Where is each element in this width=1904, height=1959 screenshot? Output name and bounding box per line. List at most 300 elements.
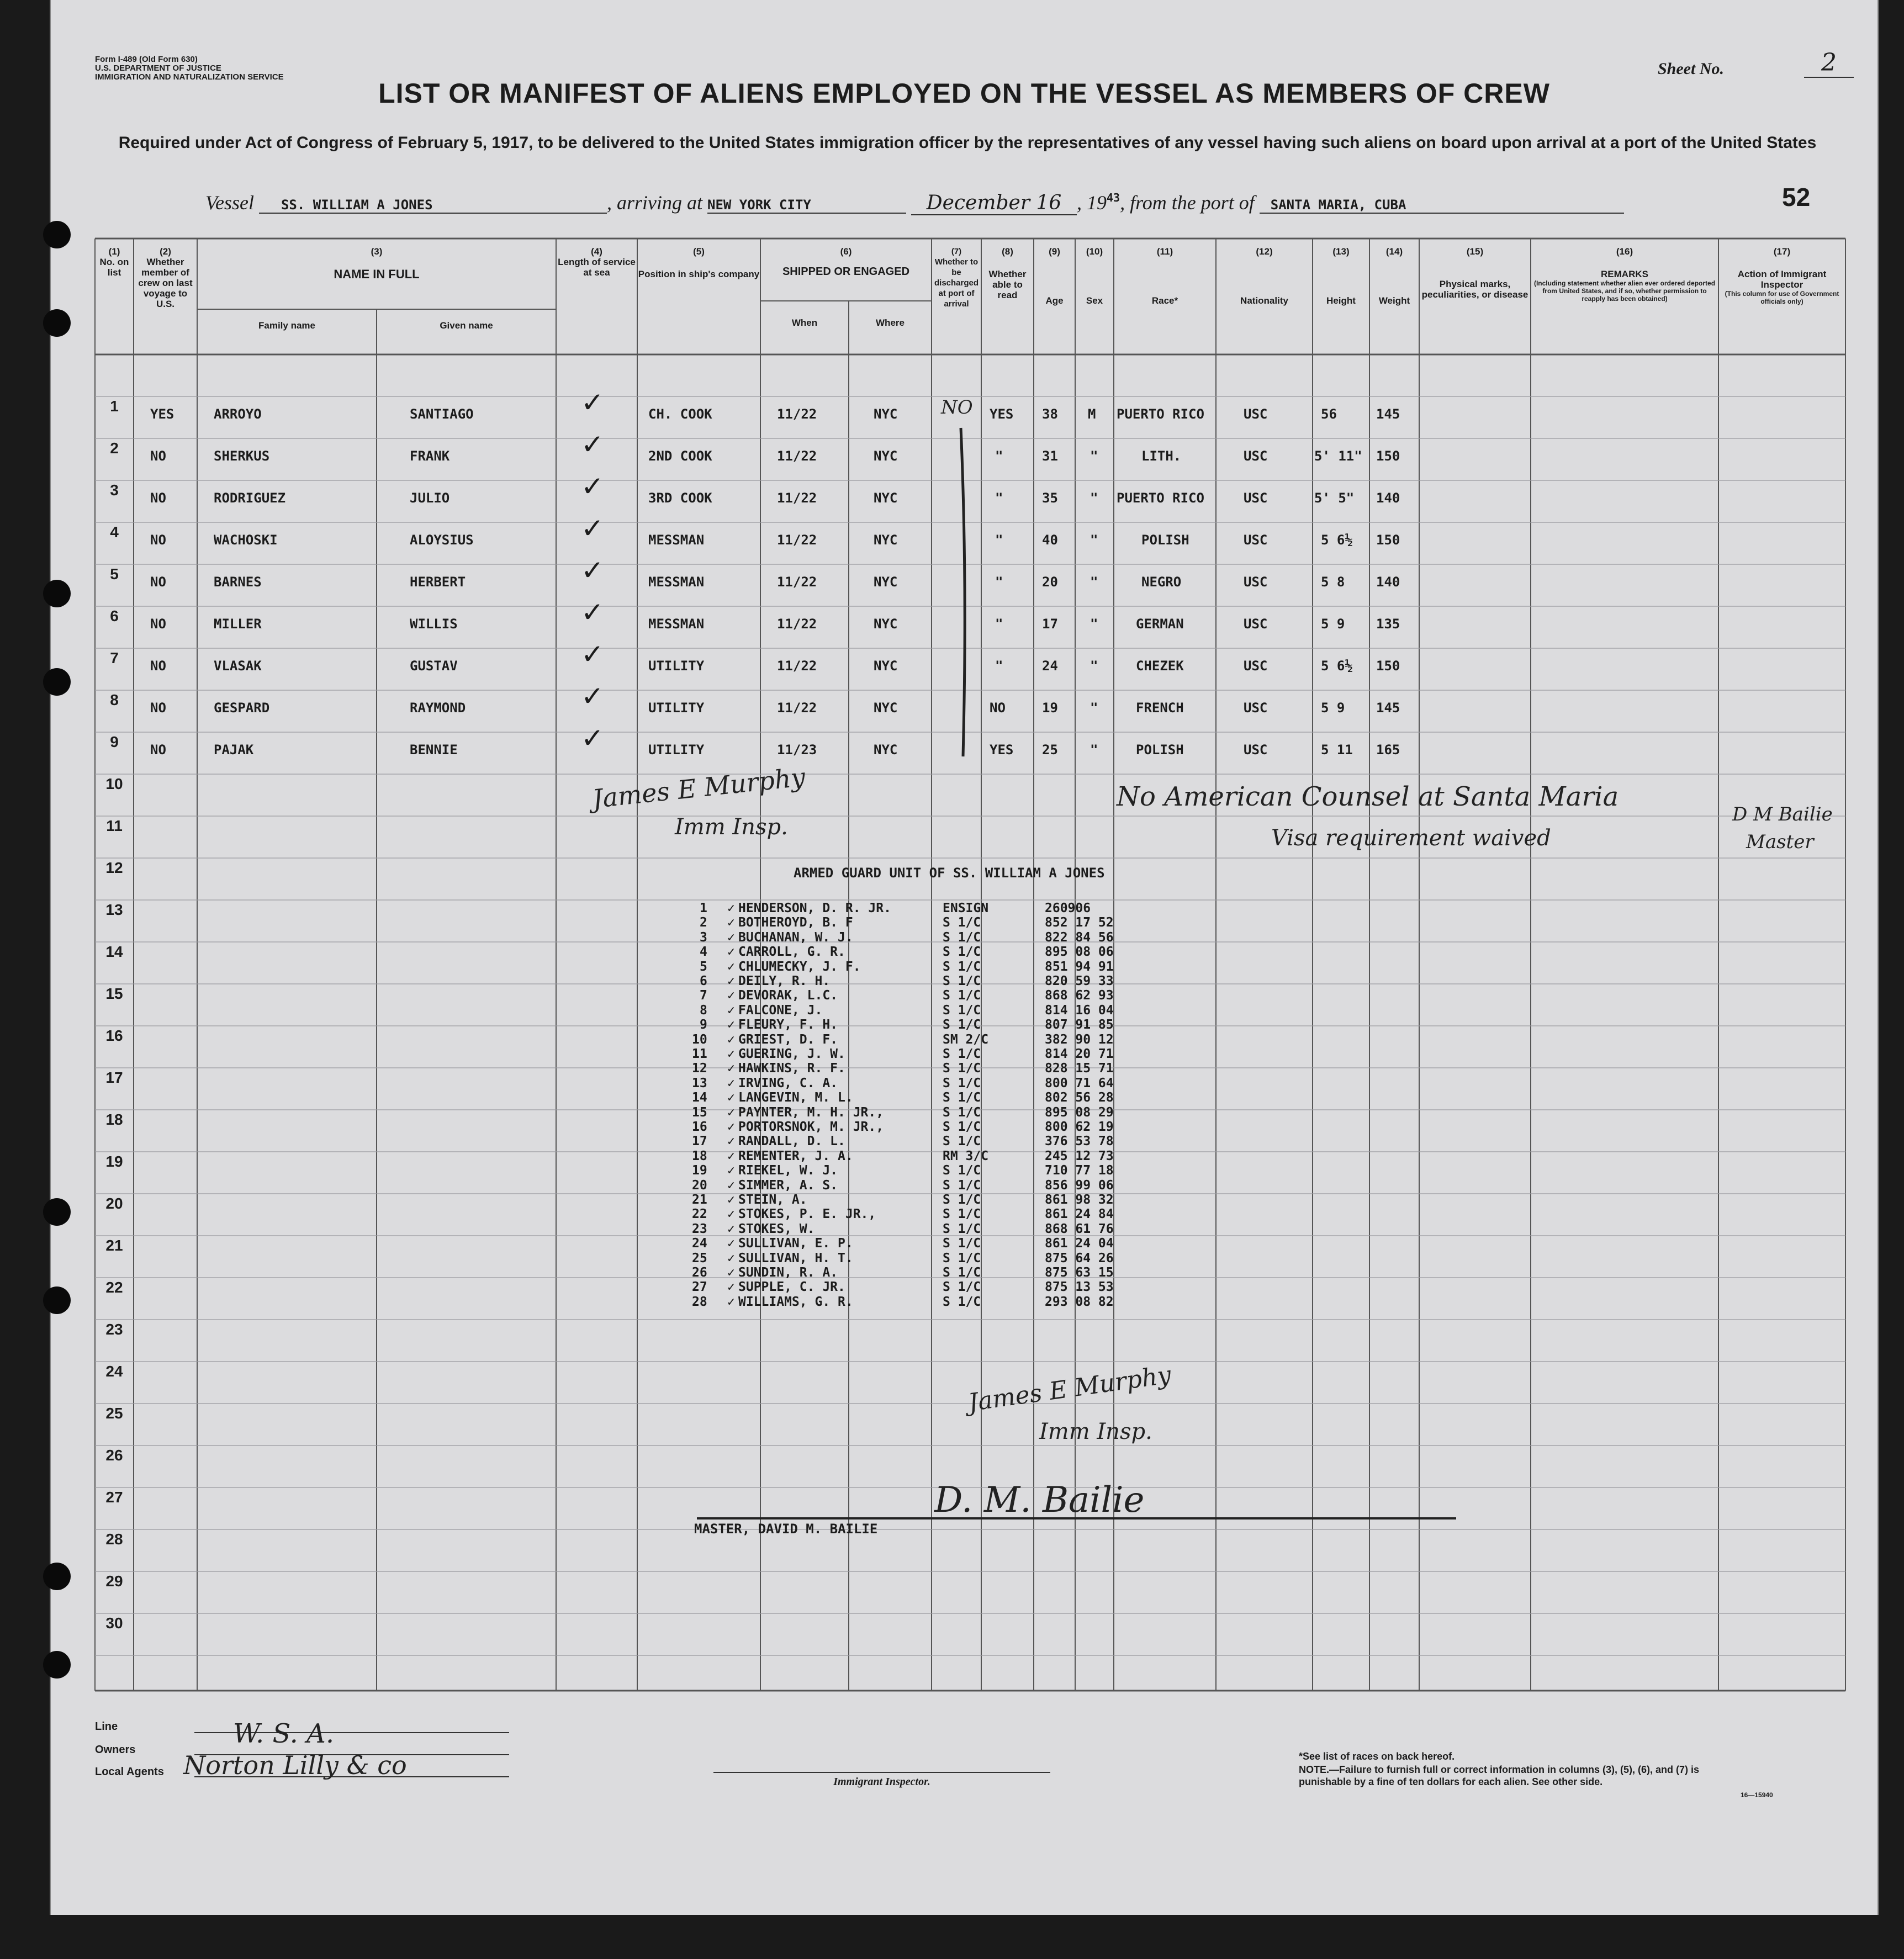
height-cell: 56 <box>1321 406 1337 422</box>
weight-cell: 145 <box>1376 700 1400 716</box>
checkmark-icon: ✓ <box>727 959 735 974</box>
where-cell: NYC <box>874 532 898 548</box>
checkmark-icon: ✓ <box>581 512 604 544</box>
position-cell: UTILITY <box>648 742 705 758</box>
guard-service-number: 861 98 32 <box>1045 1193 1114 1207</box>
print-code: 16—15940 <box>1741 1791 1773 1799</box>
last-voyage-cell: NO <box>150 448 166 464</box>
position-cell: CH. COOK <box>648 406 712 422</box>
hole-punch <box>43 1286 71 1314</box>
height-cell: 5 6½ <box>1321 532 1353 548</box>
guard-number: 14 <box>692 1090 707 1105</box>
guard-name: FALCONE, J. <box>738 1003 823 1018</box>
weight-cell: 150 <box>1376 532 1400 548</box>
guard-rating: S 1/C <box>943 945 981 960</box>
sheet-number-label: Sheet No. <box>1658 60 1724 78</box>
penalty-note: NOTE.—Failure to furnish full or correct information in columns (3), (5), (6), and (7) is punishable by a fine of ten dollars for each alien. See other side. <box>1299 1764 1700 1787</box>
row-number: 22 <box>105 1279 123 1296</box>
row-number: 19 <box>105 1153 123 1170</box>
year-prefix: , 19 <box>1077 192 1107 214</box>
checkmark-icon: ✓ <box>727 1148 735 1163</box>
arriving-label: , arriving at <box>606 192 702 214</box>
height-cell: 5' 11" <box>1314 448 1362 464</box>
read-cell: " <box>995 448 1003 464</box>
col-4-header: (4) Length of service at sea <box>558 246 636 278</box>
position-cell: MESSMAN <box>648 532 705 548</box>
family-name-cell: MILLER <box>214 616 262 632</box>
page-number: 52 <box>1782 183 1811 211</box>
guard-service-number: 861 24 04 <box>1045 1236 1114 1251</box>
hole-punch <box>43 1651 71 1679</box>
armed-guard-title: ARMED GUARD UNIT OF SS. WILLIAM A JONES <box>794 865 1105 881</box>
guard-name: GRIEST, D. F. <box>738 1032 838 1047</box>
sex-cell: " <box>1090 616 1098 632</box>
checkmark-icon: ✓ <box>727 1120 735 1134</box>
guard-number: 13 <box>692 1076 707 1090</box>
last-voyage-cell: NO <box>150 532 166 548</box>
guard-rating: S 1/C <box>943 1003 981 1018</box>
guard-number: 17 <box>692 1134 707 1149</box>
checkmark-icon: ✓ <box>727 1076 735 1090</box>
col-12-header: (12) Nationality <box>1240 246 1288 306</box>
race-cell: PUERTO RICO <box>1117 406 1204 422</box>
guard-service-number: 814 20 71 <box>1045 1047 1114 1061</box>
from-label: , from the port of <box>1120 192 1255 214</box>
read-cell: " <box>995 490 1003 506</box>
guard-rating: S 1/C <box>943 1047 981 1061</box>
guard-number: 8 <box>700 1003 707 1018</box>
guard-number: 4 <box>700 945 707 960</box>
guard-name: PAYNTER, M. H. JR., <box>738 1105 884 1120</box>
guard-service-number: 260906 <box>1045 901 1091 915</box>
col-1-header: (1) No. on list <box>99 246 129 278</box>
last-voyage-cell: NO <box>150 616 166 632</box>
guard-number: 18 <box>692 1148 707 1163</box>
where-cell: NYC <box>874 658 898 674</box>
when-cell: 11/22 <box>777 490 817 506</box>
guard-service-number: 814 16 04 <box>1045 1003 1114 1018</box>
row-number: 5 <box>110 565 119 583</box>
col-5-header: (5) Position in ship's company <box>638 246 760 279</box>
when-cell: 11/22 <box>777 616 817 632</box>
guard-service-number: 895 08 29 <box>1045 1105 1114 1120</box>
checkmark-icon: ✓ <box>727 1280 735 1295</box>
row-number: 27 <box>105 1489 123 1506</box>
col-7-header: (7) Whether to be discharged at port of arrival <box>934 247 979 309</box>
guard-number: 22 <box>692 1207 707 1222</box>
guard-name: BOTHEROYD, B. F <box>738 915 853 930</box>
row-number: 23 <box>105 1321 123 1338</box>
master-signature: D. M. Bailie <box>934 1480 1145 1521</box>
position-cell: 3RD COOK <box>648 490 712 506</box>
guard-name: WILLIAMS, G. R. <box>738 1294 853 1309</box>
weight-cell: 150 <box>1376 448 1400 464</box>
col-11-header: (11) Race* <box>1151 246 1178 306</box>
read-cell: " <box>995 574 1003 590</box>
row-number: 12 <box>105 859 123 876</box>
guard-name: SULLIVAN, E. P. <box>738 1236 853 1251</box>
guard-rating: S 1/C <box>943 1090 981 1105</box>
guard-service-number: 382 90 12 <box>1045 1032 1114 1047</box>
guard-rating: S 1/C <box>943 915 981 930</box>
family-name-cell: BARNES <box>214 574 262 590</box>
row-number: 28 <box>105 1531 123 1548</box>
guard-name: RIEKEL, W. J. <box>738 1163 838 1178</box>
family-name-cell: WACHOSKI <box>214 532 278 548</box>
row-number: 1 <box>110 398 119 415</box>
height-cell: 5 9 <box>1321 616 1345 632</box>
guard-rating: S 1/C <box>943 1134 981 1149</box>
weight-cell: 145 <box>1376 406 1400 422</box>
form-title: LIST OR MANIFEST OF ALIENS EMPLOYED ON THE VESSEL AS MEMBERS OF CREW <box>378 78 1550 109</box>
nationality-cell: USC <box>1244 490 1268 506</box>
last-voyage-cell: NO <box>150 700 166 716</box>
col-16-header: (16) REMARKS (Including statement whether alien ever ordered deported from United States, and if so, whether permission to reapply has been obtained) <box>1533 246 1716 303</box>
checkmark-icon: ✓ <box>581 638 604 670</box>
guard-number: 5 <box>700 959 707 974</box>
col-9-header: (9) Age <box>1045 246 1064 306</box>
given-name-cell: JULIO <box>410 490 450 506</box>
age-cell: 17 <box>1042 616 1058 632</box>
checkmark-icon: ✓ <box>727 1003 735 1018</box>
guard-number: 6 <box>700 974 707 988</box>
row-number: 9 <box>110 733 119 750</box>
checkmark-icon: ✓ <box>727 930 735 945</box>
checkmark-icon: ✓ <box>727 1032 735 1047</box>
guard-name: SUPPLE, C. JR. <box>738 1280 845 1295</box>
guard-number: 28 <box>692 1294 707 1309</box>
when-cell: 11/22 <box>777 448 817 464</box>
guard-rating: S 1/C <box>943 1207 981 1222</box>
guard-number: 23 <box>692 1221 707 1236</box>
guard-name: GUERING, J. W. <box>738 1047 845 1061</box>
hole-punch <box>43 668 71 696</box>
position-cell: UTILITY <box>648 700 705 716</box>
position-cell: 2ND COOK <box>648 448 712 464</box>
where-cell: NYC <box>874 616 898 632</box>
remark-no-consul: No American Counsel at Santa Maria <box>1117 781 1619 812</box>
guard-name: SUNDIN, R. A. <box>738 1266 838 1280</box>
guard-name: SIMMER, A. S. <box>738 1178 838 1193</box>
race-cell: FRENCH <box>1136 700 1184 716</box>
read-cell: YES <box>990 742 1014 758</box>
when-cell: 11/22 <box>777 406 817 422</box>
guard-service-number: 807 91 85 <box>1045 1018 1114 1033</box>
manifest-sheet <box>50 0 1879 1915</box>
checkmark-icon: ✓ <box>727 1221 735 1236</box>
nationality-cell: USC <box>1244 658 1268 674</box>
row-number: 11 <box>106 817 123 834</box>
row-number: 7 <box>110 649 119 666</box>
guard-name: STOKES, W. <box>738 1221 815 1236</box>
guard-name: DEVORAK, L.C. <box>738 988 838 1003</box>
where-header: Where <box>876 317 905 328</box>
hole-punch <box>43 1198 71 1226</box>
guard-service-number: 245 12 73 <box>1045 1148 1114 1163</box>
nationality-cell: USC <box>1244 448 1268 464</box>
guard-number: 10 <box>692 1032 707 1047</box>
age-cell: 38 <box>1042 406 1058 422</box>
guard-rating: S 1/C <box>943 1266 981 1280</box>
checkmark-icon: ✓ <box>581 680 604 712</box>
read-cell: " <box>995 616 1003 632</box>
col-8-header: (8) Whether able to read <box>988 246 1027 300</box>
race-cell: POLISH <box>1136 742 1184 758</box>
where-cell: NYC <box>874 448 898 464</box>
nationality-cell: USC <box>1244 616 1268 632</box>
height-cell: 5 9 <box>1321 700 1345 716</box>
guard-name: FLEURY, F. H. <box>738 1018 838 1033</box>
family-name-cell: PAJAK <box>214 742 254 758</box>
checkmark-icon: ✓ <box>727 1193 735 1207</box>
given-name-cell: WILLIS <box>410 616 458 632</box>
nationality-cell: USC <box>1244 532 1268 548</box>
nationality-cell: USC <box>1244 742 1268 758</box>
where-cell: NYC <box>874 574 898 590</box>
guard-rating: S 1/C <box>943 930 981 945</box>
guard-service-number: 828 15 71 <box>1045 1061 1114 1076</box>
family-name-header: Family name <box>258 320 315 331</box>
given-name-cell: SANTIAGO <box>410 406 474 422</box>
master-name: MASTER, DAVID M. BAILIE <box>694 1521 878 1537</box>
row-number: 3 <box>110 481 119 499</box>
guard-service-number: 800 62 19 <box>1045 1120 1114 1134</box>
guard-service-number: 802 56 28 <box>1045 1090 1114 1105</box>
col-10-header: (10) Sex <box>1086 246 1103 306</box>
guard-number: 12 <box>692 1061 707 1076</box>
height-cell: 5 6½ <box>1321 658 1353 674</box>
remark-visa-waived: Visa requirement waived <box>1271 825 1551 851</box>
race-cell: POLISH <box>1141 532 1189 548</box>
row-number: 10 <box>105 775 123 792</box>
given-name-cell: HERBERT <box>410 574 466 590</box>
guard-name: STEIN, A. <box>738 1193 807 1207</box>
hole-punch <box>43 221 71 248</box>
guard-name: REMENTER, J. A. <box>738 1148 853 1163</box>
position-cell: MESSMAN <box>648 616 705 632</box>
read-cell: YES <box>990 406 1014 422</box>
checkmark-icon: ✓ <box>727 1178 735 1193</box>
guard-service-number: 875 64 26 <box>1045 1251 1114 1266</box>
guard-service-number: 293 08 82 <box>1045 1294 1114 1309</box>
guard-name: BUCHANAN, W. J. <box>738 930 853 945</box>
guard-service-number: 851 94 91 <box>1045 959 1114 974</box>
given-name-cell: ALOYSIUS <box>410 532 474 548</box>
last-voyage-cell: NO <box>150 658 166 674</box>
guard-number: 7 <box>700 988 707 1003</box>
nationality-cell: USC <box>1244 406 1268 422</box>
owners-handwritten: W. S. A. <box>233 1718 335 1749</box>
inspector-title: Imm Insp. <box>675 814 788 840</box>
sex-cell: " <box>1090 742 1098 758</box>
guard-service-number: 852 17 52 <box>1045 915 1114 930</box>
row-number: 4 <box>110 523 119 541</box>
sex-cell: " <box>1090 700 1098 716</box>
checkmark-icon: ✓ <box>727 1105 735 1120</box>
weight-cell: 135 <box>1376 616 1400 632</box>
row-number: 16 <box>105 1027 123 1044</box>
guard-rating: SM 2/C <box>943 1032 989 1047</box>
row-number: 25 <box>105 1405 123 1422</box>
guard-number: 11 <box>692 1047 707 1061</box>
inspector-title-2: Imm Insp. <box>1039 1419 1152 1444</box>
guard-number: 20 <box>692 1178 707 1193</box>
where-cell: NYC <box>874 742 898 758</box>
checkmark-icon: ✓ <box>727 1207 735 1222</box>
departure-port: SANTA MARIA, CUBA <box>1260 197 1624 214</box>
where-cell: NYC <box>874 700 898 716</box>
guard-service-number: 856 99 06 <box>1045 1178 1114 1193</box>
arrival-year: 43 <box>1107 191 1120 204</box>
row-number: 2 <box>110 440 119 457</box>
guard-name: DEILY, R. H. <box>738 974 831 988</box>
guard-number: 19 <box>692 1163 707 1178</box>
age-cell: 35 <box>1042 490 1058 506</box>
guard-rating: S 1/C <box>943 1221 981 1236</box>
guard-rating: S 1/C <box>943 1178 981 1193</box>
read-cell: " <box>995 532 1003 548</box>
inspector-signature-2: James E Murphy <box>966 1360 1173 1417</box>
family-name-cell: ARROYO <box>214 406 262 422</box>
local-agents-label: Local Agents <box>95 1766 164 1778</box>
checkmark-icon: ✓ <box>581 722 604 754</box>
guard-rating: S 1/C <box>943 1120 981 1134</box>
master-title-handwritten: Master <box>1746 831 1814 853</box>
checkmark-icon: ✓ <box>727 901 735 915</box>
height-cell: 5 11 <box>1321 742 1353 758</box>
immigrant-inspector-label: Immigrant Inspector. <box>833 1776 930 1788</box>
guard-rating: S 1/C <box>943 974 981 988</box>
guard-number: 21 <box>692 1193 707 1207</box>
checkmark-icon: ✓ <box>581 470 604 502</box>
guard-rating: S 1/C <box>943 1061 981 1076</box>
when-cell: 11/23 <box>777 742 817 758</box>
when-cell: 11/22 <box>777 532 817 548</box>
checkmark-icon: ✓ <box>727 1061 735 1076</box>
guard-rating: S 1/C <box>943 988 981 1003</box>
inspector-signature: James E Murphy <box>591 761 807 814</box>
guard-number: 25 <box>692 1251 707 1266</box>
guard-number: 9 <box>700 1018 707 1033</box>
checkmark-icon: ✓ <box>581 386 604 419</box>
given-name-header: Given name <box>440 320 493 331</box>
line-label: Line <box>95 1720 118 1733</box>
height-cell: 5' 5" <box>1314 490 1355 506</box>
guard-name: HAWKINS, R. F. <box>738 1061 845 1076</box>
row-number: 18 <box>105 1111 123 1128</box>
guard-name: IRVING, C. A. <box>738 1076 838 1090</box>
guard-number: 3 <box>700 930 707 945</box>
row-number: 20 <box>105 1195 123 1212</box>
checkmark-icon: ✓ <box>727 1134 735 1149</box>
guard-number: 16 <box>692 1120 707 1134</box>
row-number: 13 <box>105 901 123 918</box>
guard-number: 24 <box>692 1236 707 1251</box>
last-voyage-cell: NO <box>150 742 166 758</box>
checkmark-icon: ✓ <box>727 1018 735 1033</box>
guard-service-number: 868 61 76 <box>1045 1221 1114 1236</box>
given-name-cell: GUSTAV <box>410 658 458 674</box>
sex-cell: " <box>1090 574 1098 590</box>
checkmark-icon: ✓ <box>581 428 604 460</box>
col-2-header: (2) Whether member of crew on last voyage to U.S. <box>138 246 193 309</box>
last-voyage-cell: NO <box>150 574 166 590</box>
row-number: 30 <box>105 1614 123 1632</box>
row-number: 8 <box>110 691 119 708</box>
family-name-cell: RODRIGUEZ <box>214 490 286 506</box>
checkmark-icon: ✓ <box>727 988 735 1003</box>
nationality-cell: USC <box>1244 700 1268 716</box>
guard-number: 15 <box>692 1105 707 1120</box>
position-cell: MESSMAN <box>648 574 705 590</box>
sex-cell: " <box>1090 658 1098 674</box>
guard-rating: S 1/C <box>943 1163 981 1178</box>
sheet-number: 2 <box>1804 49 1854 78</box>
checkmark-icon: ✓ <box>727 915 735 930</box>
age-cell: 19 <box>1042 700 1058 716</box>
checkmark-icon: ✓ <box>581 596 604 628</box>
col-17-header: (17) Action of Immigrant Inspector (This column for use of Government officials only) <box>1725 246 1839 305</box>
family-name-cell: SHERKUS <box>214 448 270 464</box>
guard-name: CARROLL, G. R. <box>738 945 845 960</box>
weight-cell: 150 <box>1376 658 1400 674</box>
guard-number: 2 <box>700 915 707 930</box>
row-number: 15 <box>105 985 123 1002</box>
owners-label: Owners <box>95 1744 136 1756</box>
checkmark-icon: ✓ <box>727 945 735 960</box>
row-number: 29 <box>105 1573 123 1590</box>
row-number: 14 <box>105 943 123 960</box>
guard-name: RANDALL, D. L. <box>738 1134 845 1149</box>
col-6-header: (6) SHIPPED OR ENGAGED <box>782 246 910 278</box>
guard-rating: RM 3/C <box>943 1148 989 1163</box>
nationality-cell: USC <box>1244 574 1268 590</box>
age-cell: 40 <box>1042 532 1058 548</box>
row-number: 17 <box>105 1069 123 1086</box>
given-name-cell: RAYMOND <box>410 700 466 716</box>
guard-name: SULLIVAN, H. T. <box>738 1251 853 1266</box>
form-id: Form I-489 (Old Form 630) U.S. DEPARTMENT OF JUSTICE IMMIGRATION AND NATURALIZATION SERVICE <box>95 55 284 82</box>
races-note: *See list of races on back hereof. <box>1299 1751 1455 1762</box>
family-name-cell: VLASAK <box>214 658 262 674</box>
checkmark-icon: ✓ <box>727 1266 735 1280</box>
hole-punch <box>43 580 71 607</box>
guard-name: STOKES, P. E. JR., <box>738 1207 876 1222</box>
weight-cell: 165 <box>1376 742 1400 758</box>
weight-cell: 140 <box>1376 490 1400 506</box>
guard-rating: S 1/C <box>943 1251 981 1266</box>
where-cell: NYC <box>874 490 898 506</box>
checkmark-icon: ✓ <box>727 1251 735 1266</box>
last-voyage-cell: NO <box>150 490 166 506</box>
age-cell: 31 <box>1042 448 1058 464</box>
where-cell: NYC <box>874 406 898 422</box>
when-cell: 11/22 <box>777 574 817 590</box>
age-cell: 24 <box>1042 658 1058 674</box>
guard-service-number: 820 59 33 <box>1045 974 1114 988</box>
sex-cell: M <box>1088 406 1096 422</box>
guard-service-number: 875 13 53 <box>1045 1280 1114 1295</box>
sex-cell: " <box>1090 532 1098 548</box>
checkmark-icon: ✓ <box>727 1236 735 1251</box>
agents-handwritten: Norton Lilly & co <box>183 1750 407 1780</box>
col-3-header: (3) NAME IN FULL <box>334 246 420 281</box>
vessel-name: SS. WILLIAM A JONES <box>259 197 607 214</box>
race-cell: GERMAN <box>1136 616 1184 632</box>
guard-service-number: 895 08 06 <box>1045 945 1114 960</box>
guard-number: 26 <box>692 1266 707 1280</box>
guard-rating: S 1/C <box>943 1294 981 1309</box>
